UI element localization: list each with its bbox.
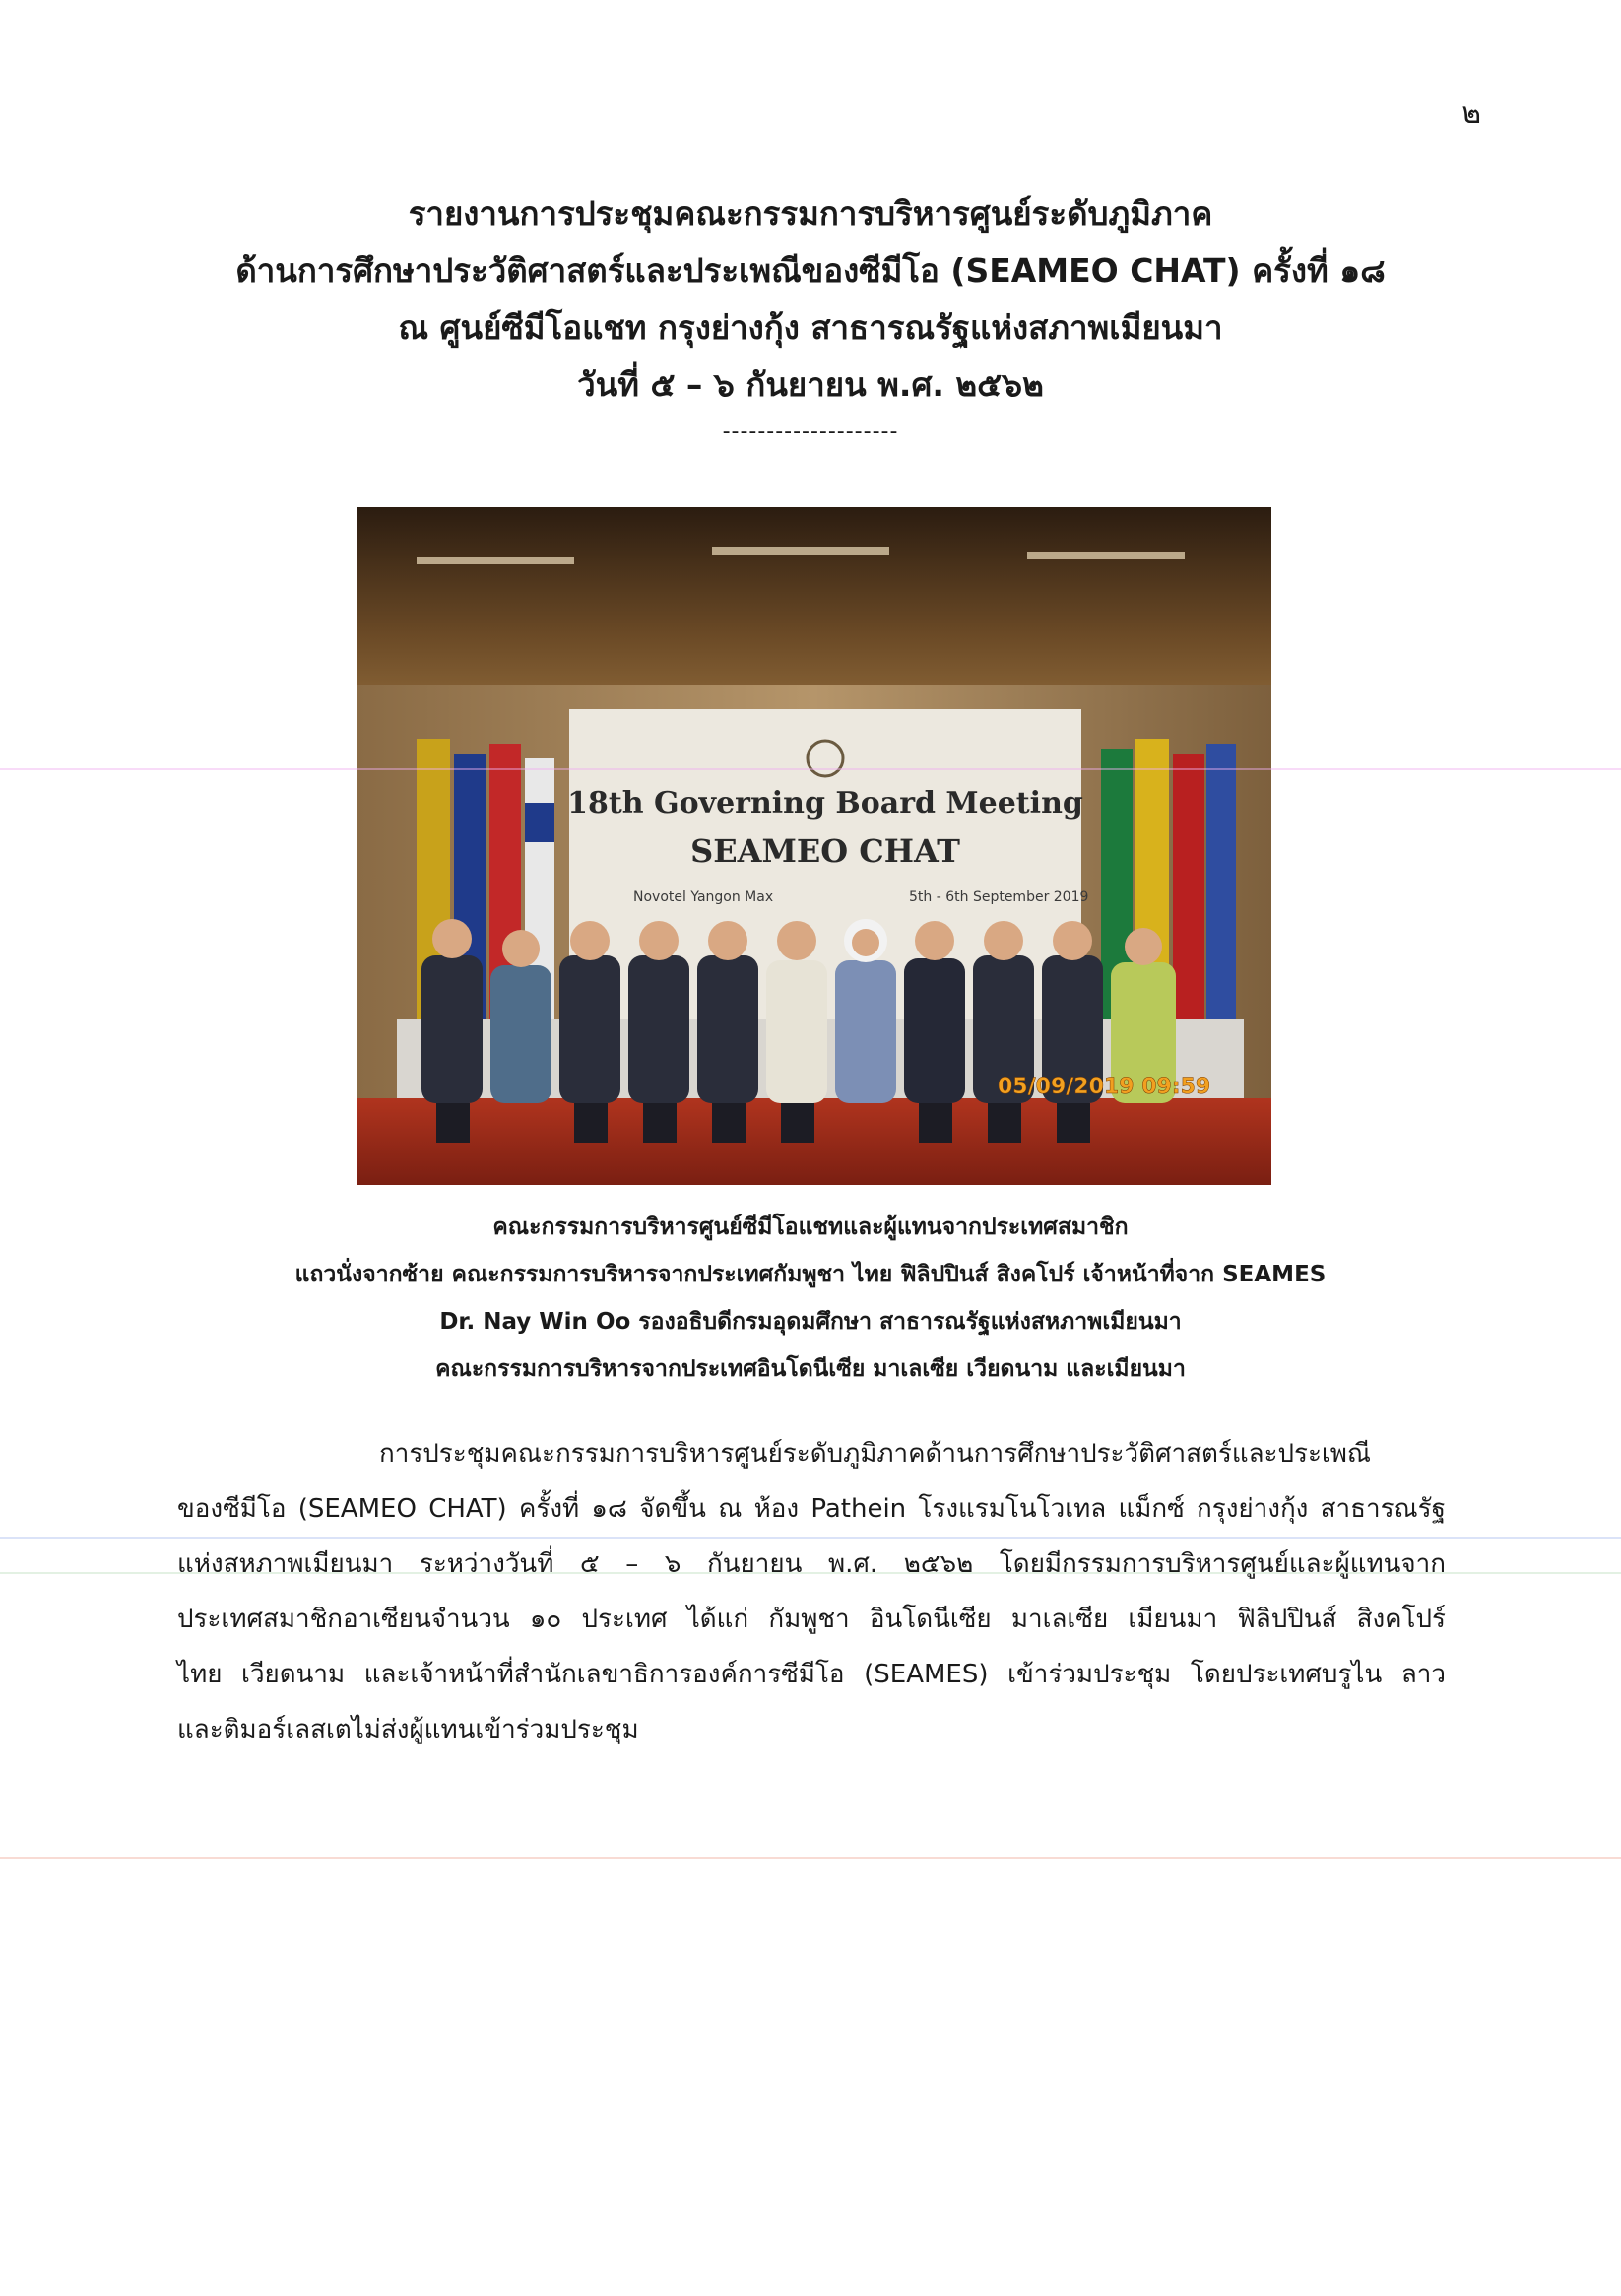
scan-artifact [0,1537,1621,1539]
title-line-3: ณ ศูนย์ซีมีโอแชท กรุงย่างกุ้ง สาธารณรัฐแห่งสภาพเมียนมา [398,308,1223,347]
body-line-2: ของซีมีโอ (SEAMEO CHAT) ครั้งที่ ๑๘ จัดขึ้น ณ ห้อง Pathein โรงแรมโนโวเทล แม็กซ์ กรุงย่างกุ้ง สาธารณรัฐ [177,1494,1446,1524]
body-line-6: และติมอร์เลสเตไม่ส่งผู้แทนเข้าร่วมประชุม [177,1715,639,1744]
title-line-4: วันที่ ๕ – ๖ กันยายน พ.ศ. ๒๕๖๒ [577,365,1044,404]
report-title [0,185,1621,414]
caption-line-3: Dr. Nay Win Oo รองอธิบดีกรมอุดมศึกษา สาธารณรัฐแห่งสหภาพเมียนมา [439,1309,1182,1335]
banner-subtitle: SEAMEO CHAT [690,832,960,870]
caption-line-2: แถวนั่งจากซ้าย คณะกรรมการบริหารจากประเทศกัมพูชา ไทย ฟิลิปปินส์ สิงคโปร์ เจ้าหน้าที่จาก SEAMES [294,1262,1327,1287]
caption-line-1: คณะกรรมการบริหารศูนย์ซีมีโอแชทและผู้แทนจากประเทศสมาชิก [492,1214,1129,1240]
meeting-group-photo [357,507,1271,1185]
scan-artifact [0,768,1621,770]
caption-line-4: คณะกรรมการบริหารจากประเทศอินโดนีเซีย มาเลเซีย เวียดนาม และเมียนมา [435,1356,1186,1382]
scan-artifact [0,1572,1621,1574]
body-line-1: การประชุมคณะกรรมการบริหารศูนย์ระดับภูมิภาคด้านการศึกษาประวัติศาสตร์และประเพณี [379,1439,1372,1469]
photo-caption [0,1204,1621,1393]
body-paragraph [177,1426,1446,1757]
body-line-3: แห่งสหภาพเมียนมา ระหว่างวันที่ ๕ – ๖ กันยายน พ.ศ. ๒๕๖๒ โดยมีกรรมการบริหารศูนย์และผู้แทนจาก [177,1549,1446,1579]
banner-venue: Novotel Yangon Max [633,889,774,905]
photo-timestamp: 05/09/2019 09:59 [998,1075,1211,1099]
banner-title: 18th Governing Board Meeting [567,786,1083,820]
body-line-4: ประเทศสมาชิกอาเซียนจำนวน ๑๐ ประเทศ ได้แก่ กัมพูชา อินโดนีเซีย มาเลเซีย เมียนมา ฟิลิปปินส์ สิงคโปร์ [177,1605,1446,1634]
body-line-5: ไทย เวียดนาม และเจ้าหน้าที่สำนักเลขาธิการองค์การซีมีโอ (SEAMES) เข้าร่วมประชุม โดยประเทศบรูไน ลาว [177,1660,1446,1689]
banner-date: 5th - 6th September 2019 [909,889,1089,905]
page-number: ๒ [1461,97,1481,131]
title-line-1: รายงานการประชุมคณะกรรมการบริหารศูนย์ระดับภูมิภาค [408,194,1213,232]
title-separator: -------------------- [722,420,899,444]
title-line-2: ด้านการศึกษาประวัติศาสตร์และประเพณีของซีมีโอ (SEAMEO CHAT) ครั้งที่ ๑๘ [235,251,1386,290]
scan-artifact [0,1857,1621,1859]
